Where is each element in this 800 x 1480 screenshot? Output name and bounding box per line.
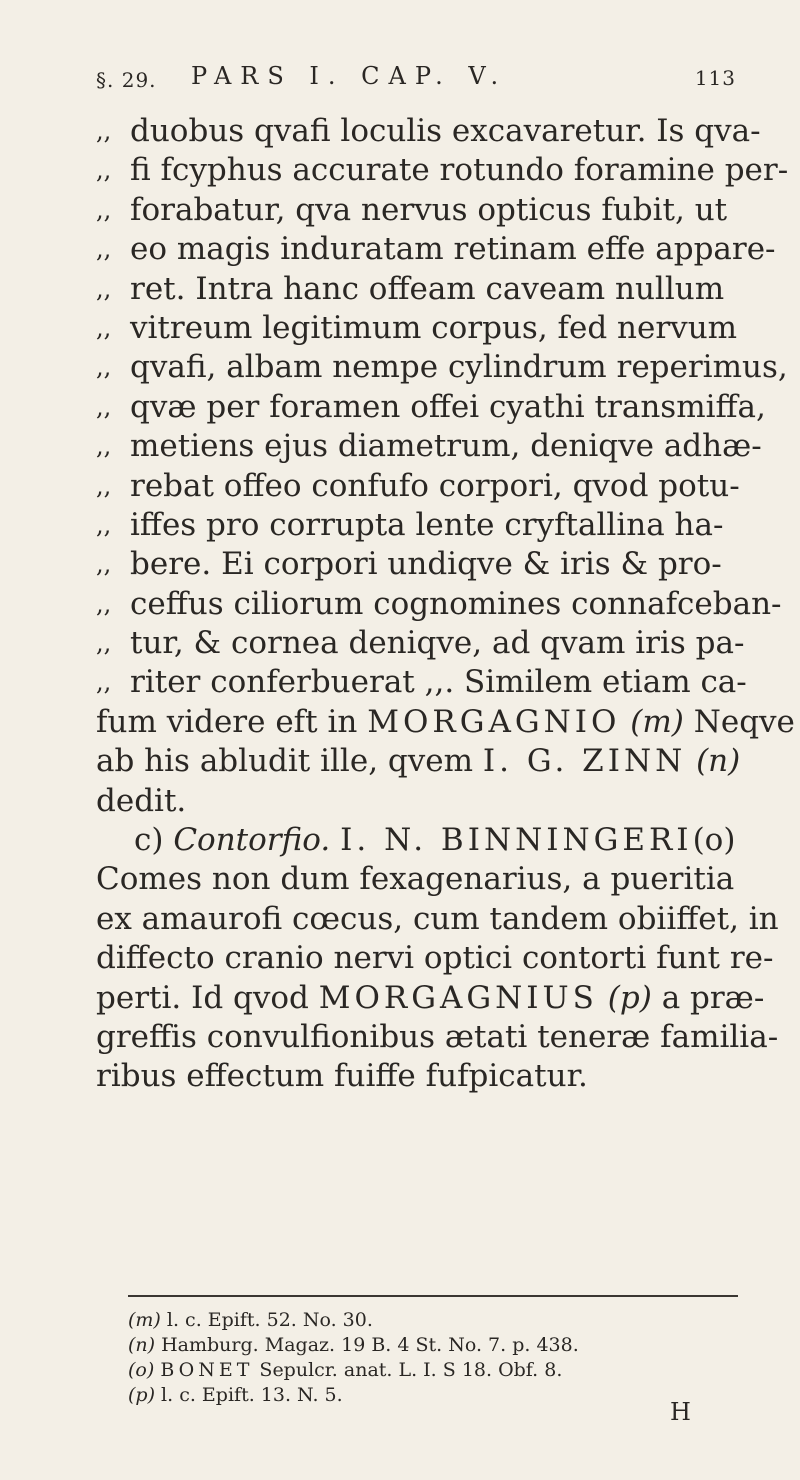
footnote-ref: (p): [607, 979, 652, 1016]
text-line: ,, duobus qvafi loculis excavaretur. Is qva-: [96, 112, 756, 151]
text-line: ab his abludit ille, qvem I. G. ZINN (n): [96, 743, 741, 780]
text-line: Comes non dum fexagenarius, a pueritia: [96, 861, 735, 898]
running-title: PARS I. CAP. V.: [191, 62, 508, 90]
quote-mark: ,,: [96, 392, 112, 421]
author-name: I. G. ZINN: [482, 743, 687, 780]
quote-mark: ,,: [96, 156, 112, 185]
text-line: ,, qvafi, albam nempe cylindrum reperimus,: [96, 348, 756, 387]
footnote: (n) Hamburg. Magaz. 19 B. 4 St. No. 7. p. 438.: [128, 1334, 579, 1356]
quote-mark: ,,: [96, 117, 112, 145]
text-line: ribus effectum fuiffe fufpicatur.: [96, 1058, 588, 1095]
quote-mark: ,,: [96, 353, 112, 382]
quote-mark: ,,: [96, 668, 112, 697]
text-line: greffis convulfionibus ætati teneræ familia-: [96, 1018, 779, 1055]
text-line: ,, ceffus ciliorum cognomines connafceban-: [96, 585, 756, 624]
quote-mark: ,,: [96, 195, 112, 224]
quote-mark: ,,: [96, 432, 112, 461]
text-line: ,, vitreum legitimum corpus, fed nervum: [96, 309, 756, 348]
footnotes: [128, 1308, 748, 1408]
text-line: ex amaurofi cœcus, cum tandem obiiffet, in: [96, 900, 779, 937]
text-line: ,, riter conferbuerat ,,. Similem etiam ca-: [96, 663, 756, 702]
footnote-mark: (p): [128, 1384, 155, 1406]
author-name: MORGAGNIO: [367, 703, 621, 740]
section-number: §. 29.: [96, 68, 157, 92]
author-name: BONET: [160, 1359, 254, 1381]
footnote: (o) BONET Sepulcr. anat. L. I. S 18. Obf. 8.: [128, 1359, 563, 1381]
text-line: ,, fi fcyphus accurate rotundo foramine per-: [96, 151, 756, 190]
footnote-mark: (n): [128, 1334, 156, 1356]
text-line: ,, bere. Ei corpori undiqve & iris & pro-: [96, 545, 756, 584]
text-line: ,, qvæ per foramen offei cyathi transmiffa,: [96, 388, 756, 427]
quote-mark: ,,: [96, 589, 112, 618]
text-line: ,, rebat offeo confufo corpori, qvod potu-: [96, 467, 756, 506]
footnote-divider: [128, 1295, 738, 1297]
text-line: ,, eo magis induratam retinam effe appare-: [96, 230, 756, 269]
footnote: (m) l. c. Epift. 52. No. 30.: [128, 1309, 373, 1331]
quote-mark: ,,: [96, 235, 112, 264]
quote-mark: ,,: [96, 471, 112, 500]
text-line: ,, forabatur, qva nervus opticus fubit, ut: [96, 191, 756, 230]
footnote-ref: (m): [630, 703, 684, 740]
quote-mark: ,,: [96, 274, 112, 303]
running-header: [96, 62, 736, 102]
footnote-mark: (o): [128, 1359, 155, 1381]
text-line: perti. Id qvod MORGAGNIUS (p) a præ-: [96, 979, 765, 1016]
quote-mark: ,,: [96, 550, 112, 579]
text-line: ,, metiens ejus diametrum, deniqve adhæ-: [96, 427, 756, 466]
author-name: MORGAGNIUS: [318, 979, 598, 1016]
item-label: c): [134, 822, 164, 859]
page-number: 113: [694, 66, 736, 90]
footnote-ref: (n): [696, 743, 741, 780]
paragraph-heading-line: [96, 821, 756, 860]
text-line: dedit.: [96, 782, 187, 819]
text-line: fum videre eft in MORGAGNIO (m) Neqve: [96, 703, 795, 740]
quote-mark: ,,: [96, 313, 112, 342]
text-line: diffecto cranio nervi optici contorti funt re-: [96, 940, 774, 977]
footnote-ref: (o): [692, 822, 736, 859]
text-line: ,, ret. Intra hanc offeam caveam nullum: [96, 270, 756, 309]
quote-mark: ,,: [96, 629, 112, 658]
footnote: (p) l. c. Epift. 13. N. 5.: [128, 1384, 343, 1406]
footnote-mark: (m): [128, 1309, 161, 1331]
quote-mark: ,,: [96, 510, 112, 539]
author-name: I. N. BINNINGERI: [340, 822, 693, 859]
text-line: ,, iffes pro corrupta lente cryftallina ha-: [96, 506, 756, 545]
text-line: ,, tur, & cornea deniqve, ad qvam iris pa-: [96, 624, 756, 663]
main-text: [96, 112, 795, 1097]
signature-mark: H: [670, 1398, 693, 1426]
section-heading: Contorfio.: [173, 822, 331, 859]
